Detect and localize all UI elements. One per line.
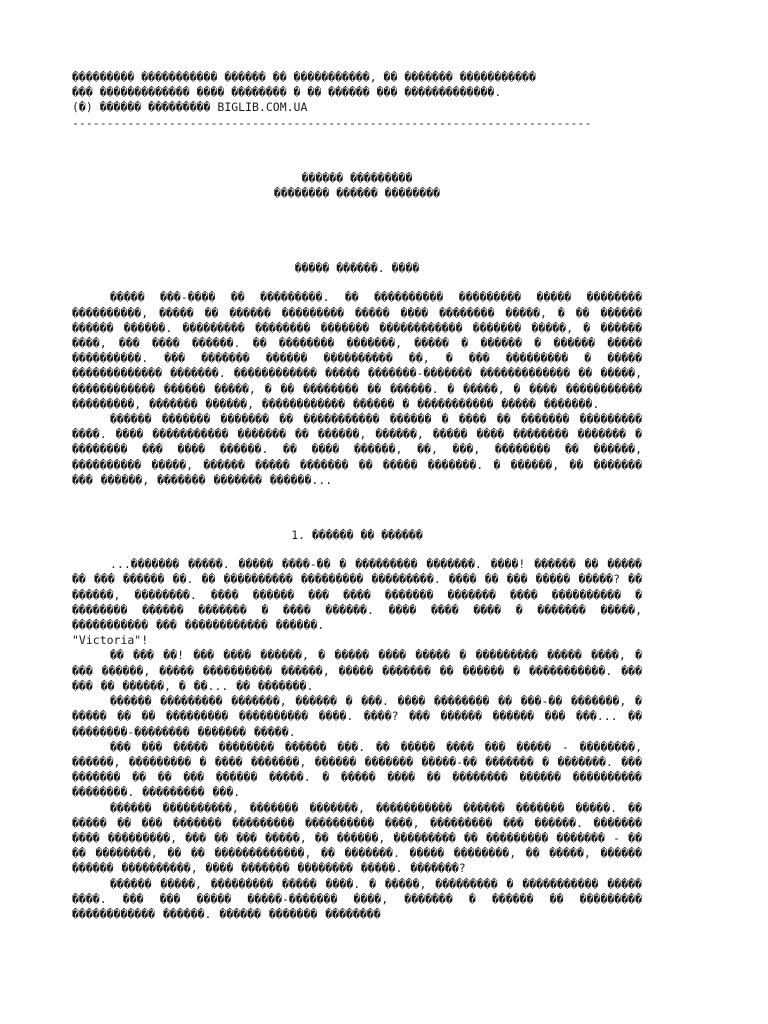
header-line-2: ��� ������������� ���� �������� � �� ������ ��� �������������. xyxy=(72,85,502,100)
chapter-paragraph: ��� ��� ����� �������� ������ ���. �� ����� ���� ��� ����� - ��������, ������, ��������� � ���� �������, ������ ������� �����-�� ������� � �������. ��� ������� �� �� ��� ������ �����. � ����� ���� �� �������� ������ ���������� ��������. ��������� ���. xyxy=(72,739,642,800)
section-paragraph: ������ ������� ������� �� ����������� ������ � ���� �� ������� ��������� ����. ���� ����������� ������� �� ������, ������, ����� ���� �������� ������� � �������� ��� ���� ������. �� ���� ������, ��, ���, �������� �� ������, ���������� �����, ������ ����� ������� �� ����� �������. � ������, �� ������� ��� ������, ������� ������� ������... xyxy=(72,412,642,487)
document-page xyxy=(72,70,642,922)
chapter-heading: 1. ������ �� ������ xyxy=(291,528,423,543)
chapter-paragraph: �� ��� ��! ��� ���� ������, � ����� ���� ����� � ��������� ����� ����, � ��� ������, ����� ���������� ������, ����� ������� �� ������ � �����������. ��� ��� �� ������, � ��... �� �������. xyxy=(72,648,642,693)
author-name: ������ ��������� xyxy=(301,170,413,185)
section-paragraph: ����� ���-���� �� ���������. �� ���������� ��������� ����� �������� ����������, ����� �� ������ ��������� ����� ���� �������� �����, � �� ������ ������ ������. ��������� �������� ������� ������������ ������� �����, � ������ ����, ��� ���� ������. �� �������� �������, ����� � ������ � ������ ����� ����������. ��� ������� ������ ���������� ��, � ��� ��������� � ����� ������������� �������. ������������ ����� �������-������� ������������� �� �����, ������������ ������ �����, � �� �������� �� ������. � �����, � ���� ����������� ���������, ������� ������, ������������ ������ � ����������� ����� �������. xyxy=(72,290,642,411)
quote-line: "Victoria"! xyxy=(72,633,149,648)
title-block xyxy=(72,171,642,201)
header-line-3: (�) ������ ��������� BIGLIB.COM.UA xyxy=(72,100,308,115)
section-heading: ����� ������. ���� xyxy=(294,261,420,276)
header-line-1: ��������� ����������� ������ �� �����������, �� ������� ����������� xyxy=(72,70,536,84)
chapter-paragraph: ������ ��������� �������, ������ � ���. ���� �������� �� ���-�� �������, � ����� �� �� ��������� ���������� ����. ����? ��� ������ ������ ��� ���... �� ��������-�������� ������� �����. xyxy=(72,694,642,739)
chapter-paragraph: ������ �����, ��������� ����� ����. � �����, ��������� � ����������� ����� ����. ��� ��� ����� �����-������� ����, ������� � ������ �� ��������� ������������ ������. ������ ������� �������� xyxy=(72,876,642,921)
work-title: �������� ������ �������� xyxy=(273,186,441,201)
header-separator: --------------------------------------------------------------------------- xyxy=(72,115,592,130)
chapter-paragraph: ������ ����������, ������� �������, ����������� ������ ������� �����. �� ����� �� ��� ������� ��������� ���������� ����, ��������� ��� ������. ������� ���� ���������, ��� �� ��� �����, �� ������, ��������� �� ��������� ������� - �� �� ��������, �� �� �������������, �� �������. ����� ��������, �� �����, ������ ������ ����������, ���� ������� �������� �����. �������? xyxy=(72,800,642,876)
chapter-paragraph: ...������� �����. ����� ����-�� � ��������� �������. ����! ������ �� ����� �� ��� ������ ��. �� ���������� ��������� ���������. ���� �� ��� ����� �����? �� ������, ��������. ���� ������ ��� ���� ������� ������� ���� ���������� � �������� ������ ������� � ���� ������. ���� ���� ���� � ������� �����, ����������� ��� ������������ ������. xyxy=(72,557,642,633)
